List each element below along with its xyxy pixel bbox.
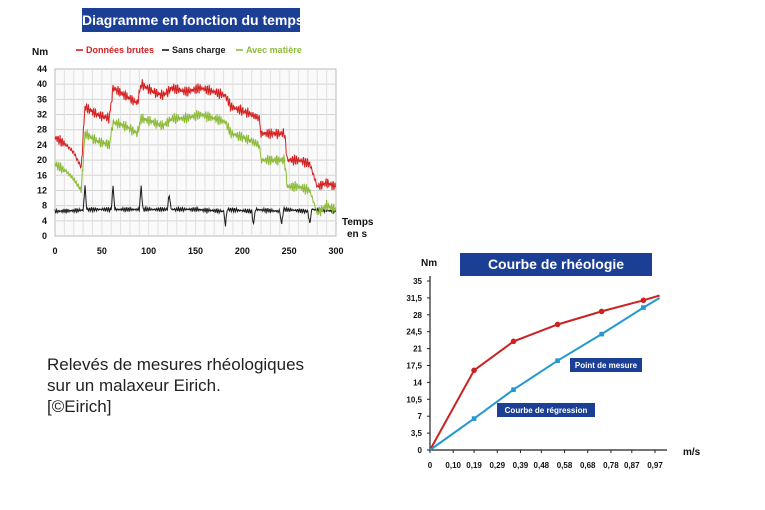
rheology-xtick-label: 0,19 [466,461,482,470]
rheology-ytick-label: 0 [417,446,422,455]
time-ytick-label: 16 [36,170,47,181]
rheology-point [471,368,477,374]
rheology-ytick-label: 14 [413,378,422,388]
rheology-ytick-label: 35 [413,277,422,286]
time-xtick-label: 50 [96,246,107,256]
rheology-xtick-label: 0,10 [445,461,461,470]
time-chart [32,45,374,256]
time-ytick-label: 32 [36,109,47,120]
rheology-point [641,298,647,304]
rheology-point [555,358,560,363]
chart1-title: Diagramme en fonction du temps [82,8,300,32]
time-legend-label-1: Sans charge [172,45,226,55]
rheology-xtick-label: 0,48 [533,461,550,470]
time-xtick-label: 250 [281,246,297,256]
time-ytick-label: 20 [36,155,47,166]
time-ytick-label: 12 [36,185,47,196]
time-ytick-label: 0 [41,231,47,241]
rheology-point [599,332,604,337]
rheology-point [511,387,516,392]
rheology-annotation-label: Courbe de régression [504,406,588,415]
rheology-series-line-1 [430,298,660,450]
rheology-ytick-label: 17,5 [406,361,422,371]
rheology-xtick-label: 0,29 [489,461,506,470]
time-xtick-label: 300 [328,246,344,256]
time-chart-legend [76,45,302,55]
rheology-point [599,309,605,315]
time-legend-label-0: Données brutes [86,45,155,55]
rheology-xtick-label: 0,78 [603,461,619,470]
time-ytick-label: 8 [41,200,47,211]
time-ytick-label: 28 [36,124,47,135]
rheology-annotation-label: Point de mesure [574,361,638,370]
caption-line-3: [©Eirich] [47,397,112,416]
time-xtick-label: 0 [52,246,58,256]
rheology-ytick-label: 10,5 [406,395,422,405]
rheology-ytick-label: 31,5 [406,293,422,303]
rheology-point [511,339,517,345]
rheology-chart-series [430,296,660,451]
time-ytick-label: 40 [36,79,47,90]
rheology-xtick-label: 0 [427,461,433,470]
rheology-xtick-label: 0,58 [556,461,573,470]
rheology-xtick-label: 0,97 [647,461,663,470]
time-xtick-label: 200 [234,246,250,256]
time-ytick-label: 24 [36,139,47,150]
caption-line-1: Relevés de mesures rhéologiques [47,355,305,374]
time-chart-xlabel-line2: en s [347,229,368,240]
rheology-point [555,322,561,328]
rheology-chart-annotations [497,358,642,417]
time-ytick-label: 36 [36,94,47,105]
time-chart-xlabel-line1: Temps [342,217,374,228]
rheology-xtick-label: 0,87 [624,461,640,470]
time-xtick-label: 150 [187,246,204,256]
rheology-ytick-label: 21 [413,344,422,354]
rheology-ytick-label: 28 [413,310,422,320]
rheology-ytick-label: 24,5 [406,327,422,337]
chart2-title: Courbe de rhéologie [460,253,652,276]
rheology-chart [406,258,700,470]
rheology-chart-ylabel: Nm [421,258,438,269]
time-legend-label-2: Avec matière [246,45,302,55]
time-xtick-label: 100 [141,246,157,256]
time-ytick-label: 4 [41,215,47,226]
rheology-chart-xlabel: m/s [683,447,701,458]
rheology-point [641,305,646,310]
time-ytick-label: 44 [36,64,47,74]
rheology-ytick-label: 7 [417,412,422,422]
caption-line-2: sur un malaxeur Eirich. [47,376,221,395]
time-chart-ylabel: Nm [32,47,49,58]
rheology-xtick-label: 0,68 [579,461,596,470]
rheology-ytick-label: 3,5 [410,429,422,439]
rheology-point [472,416,477,421]
rheology-xtick-label: 0,39 [512,461,529,470]
